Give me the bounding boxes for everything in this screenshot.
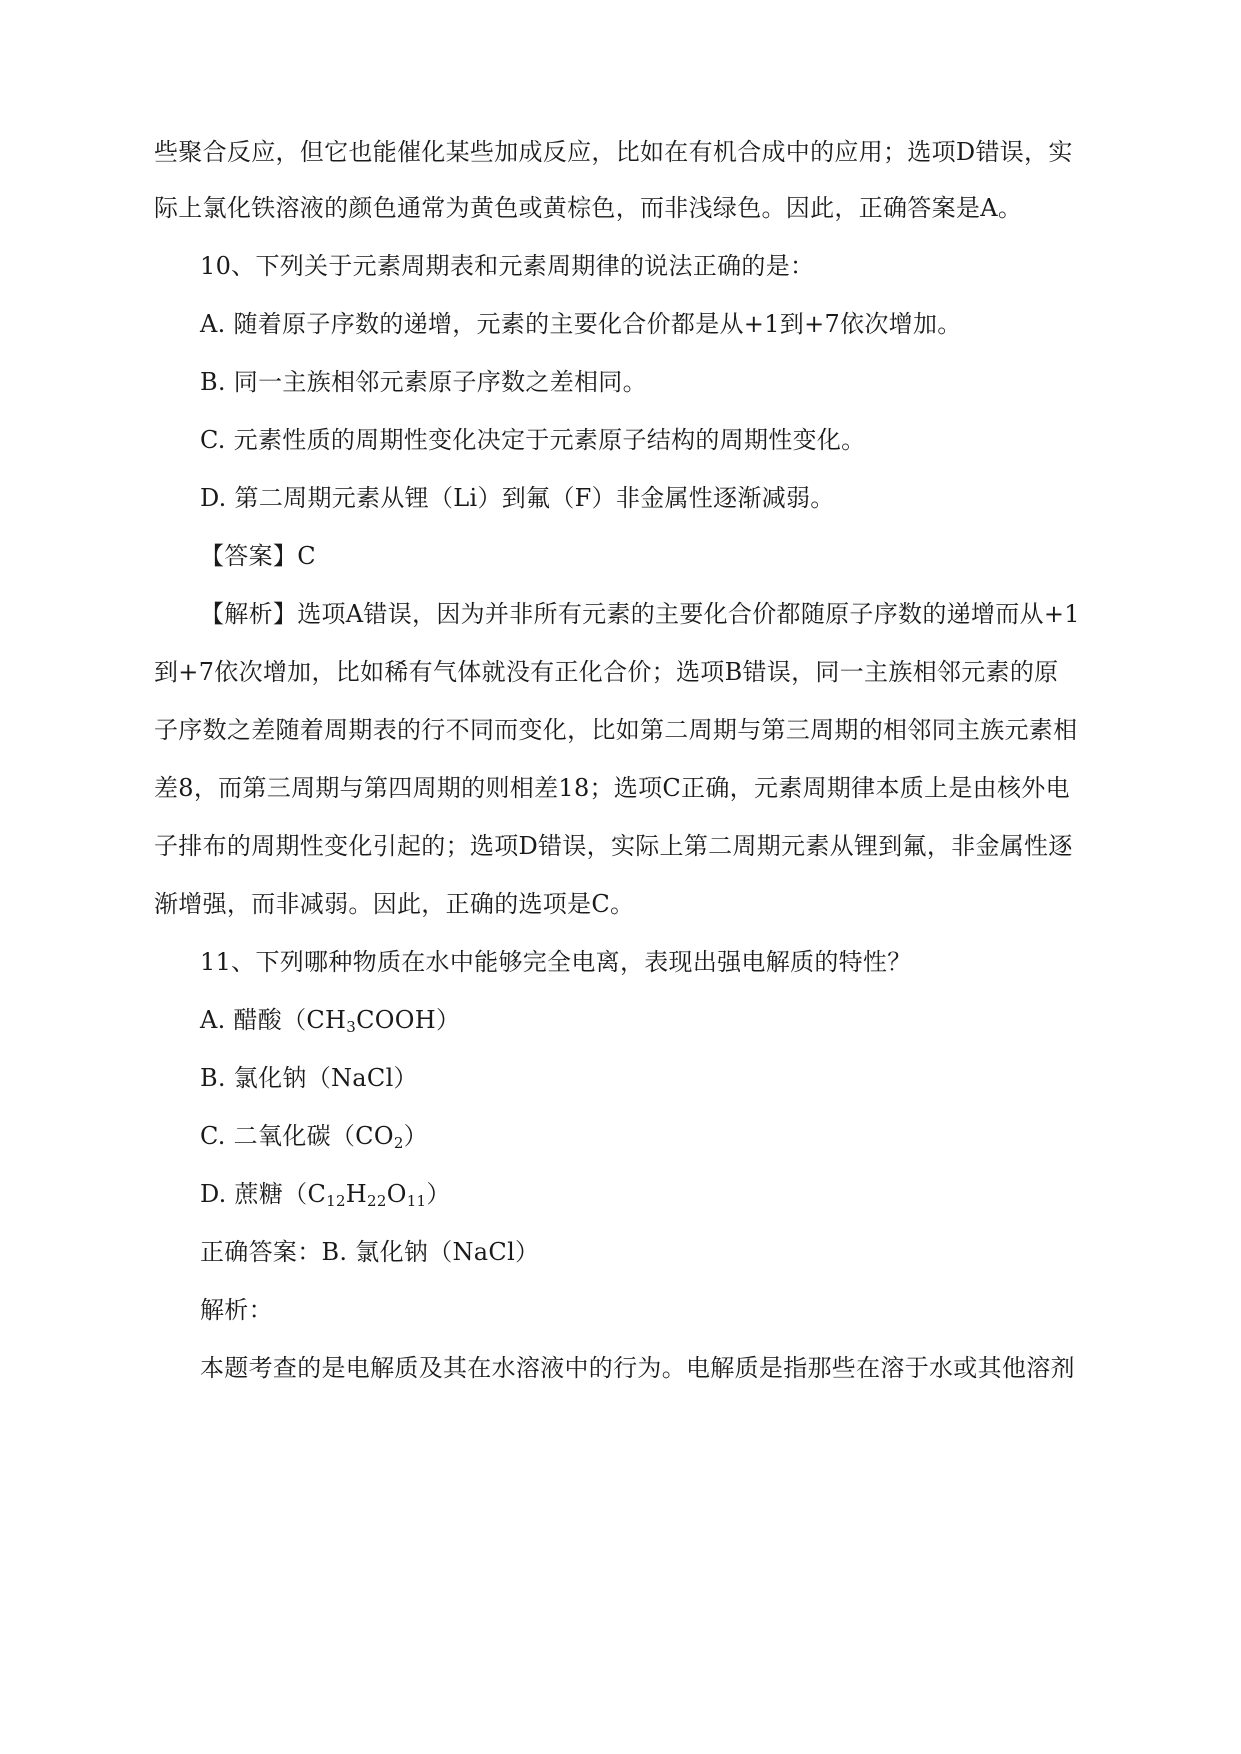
- question-10-analysis-line: 子序数之差随着周期表的行不同而变化，比如第二周期与第三周期的相邻同主族元素相: [154, 716, 1078, 744]
- question-10-answer: 【答案】C: [200, 542, 316, 570]
- formula-text: C. 二氧化碳（CO: [200, 1122, 394, 1150]
- paragraph-line: 际上氯化铁溶液的颜色通常为黄色或黄棕色，而非浅绿色。因此，正确答案是A。: [154, 194, 1023, 222]
- question-11-option-c: [200, 1120, 1140, 1152]
- paragraph-line: 些聚合反应，但它也能催化某些加成反应，比如在有机合成中的应用；选项D错误，实: [154, 138, 1073, 166]
- formula-text: O: [386, 1180, 407, 1208]
- question-11-analysis-text: 本题考查的是电解质及其在水溶液中的行为。电解质是指那些在溶于水或其他溶剂: [200, 1354, 1075, 1382]
- formula-text: D. 蔗糖（C: [200, 1180, 327, 1208]
- formula-text: A. 醋酸（CH: [200, 1006, 347, 1034]
- question-10-option-a: A. 随着原子序数的递增，元素的主要化合价都是从+1到+7依次增加。: [200, 310, 962, 338]
- question-11-answer: 正确答案：B. 氯化钠（NaCl）: [200, 1238, 540, 1266]
- formula-text: H: [345, 1180, 368, 1208]
- question-10-option-b: B. 同一主族相邻元素原子序数之差相同。: [200, 368, 647, 396]
- question-11-stem: 11、下列哪种物质在水中能够完全电离，表现出强电解质的特性？: [200, 948, 912, 976]
- question-10-option-d: D. 第二周期元素从锂（Li）到氟（F）非金属性逐渐减弱。: [200, 484, 835, 512]
- formula-text: ）: [403, 1122, 428, 1150]
- question-11-option-a: [200, 1004, 1140, 1036]
- question-11-option-b: B. 氯化钠（NaCl）: [200, 1064, 418, 1092]
- question-11-analysis-label: 解析：: [200, 1296, 273, 1324]
- question-10-analysis-line: 差8，而第三周期与第四周期的则相差18；选项C正确，元素周期律本质上是由核外电: [154, 774, 1070, 802]
- formula-subscript: 2: [393, 1134, 404, 1152]
- question-10-stem: 10、下列关于元素周期表和元素周期律的说法正确的是：: [200, 252, 815, 280]
- formula-text: ）: [426, 1180, 451, 1208]
- formula-subscript: 11: [406, 1192, 427, 1210]
- question-11-option-d: [200, 1178, 1140, 1210]
- question-10-analysis-line: 到+7依次增加，比如稀有气体就没有正化合价；选项B错误，同一主族相邻元素的原: [154, 658, 1059, 686]
- formula-subscript: 3: [346, 1018, 357, 1036]
- question-10-analysis-line: 【解析】选项A错误，因为并非所有元素的主要化合价都随原子序数的递增而从+1: [200, 600, 1080, 628]
- formula-text: COOH）: [356, 1006, 461, 1034]
- formula-subscript: 22: [367, 1192, 387, 1210]
- formula-subscript: 12: [326, 1192, 346, 1210]
- question-10-option-c: C. 元素性质的周期性变化决定于元素原子结构的周期性变化。: [200, 426, 866, 454]
- question-10-analysis-line: 渐增强，而非减弱。因此，正确的选项是C。: [154, 890, 635, 918]
- question-10-analysis-line: 子排布的周期性变化引起的；选项D错误，实际上第二周期元素从锂到氟，非金属性逐: [154, 832, 1073, 860]
